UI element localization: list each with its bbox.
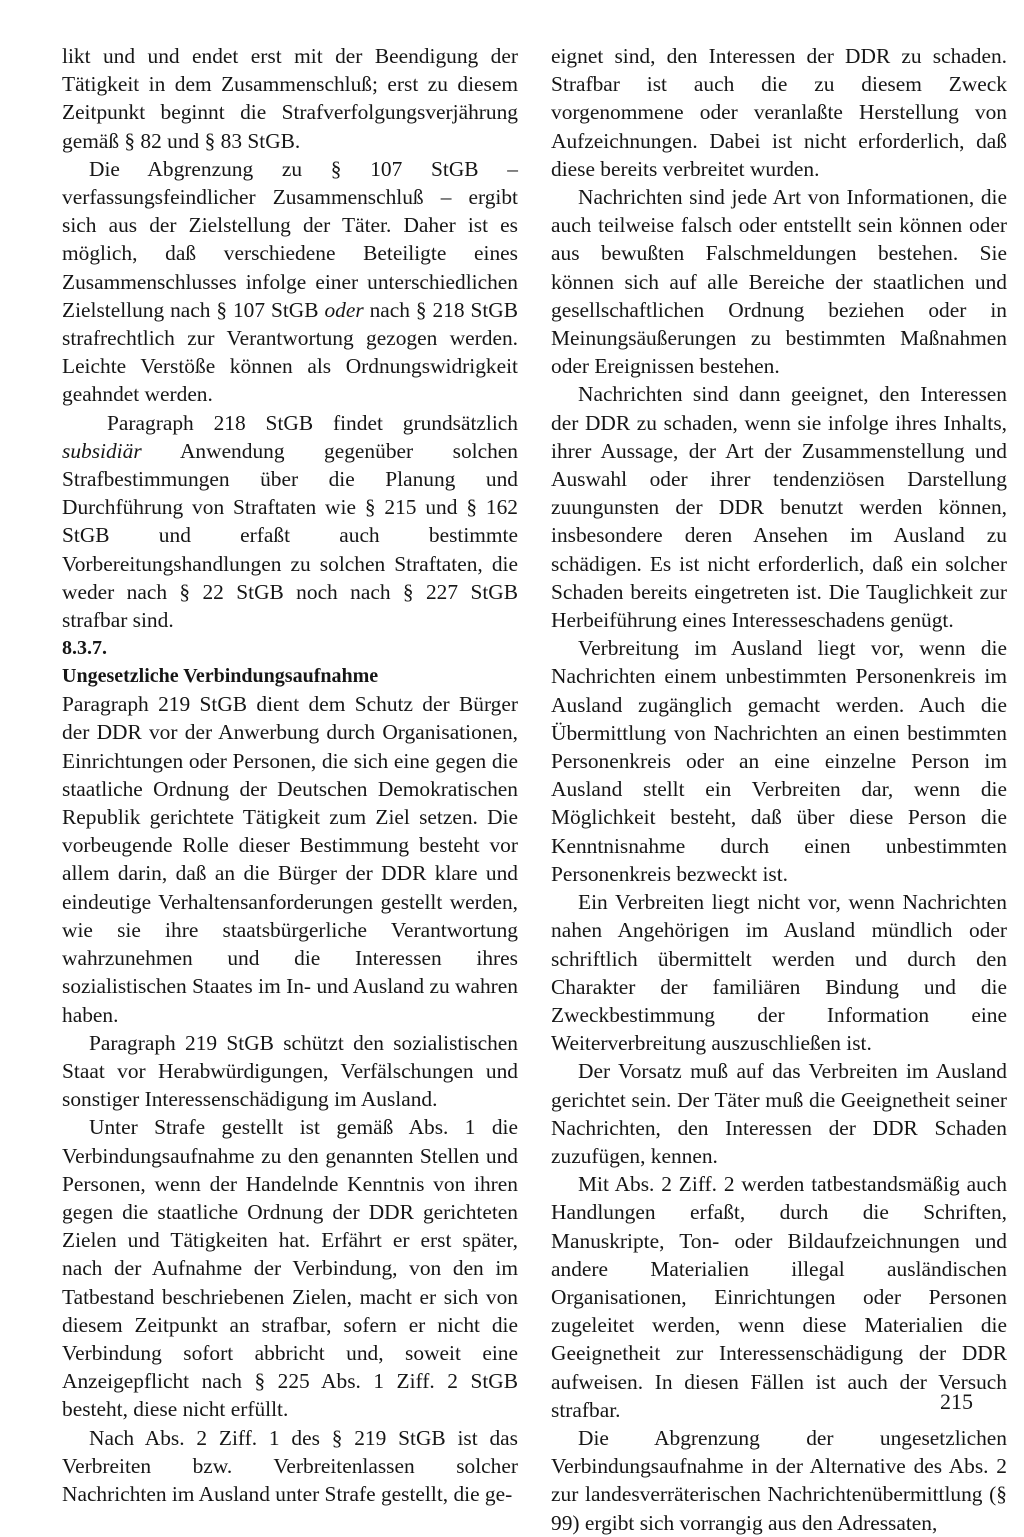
paragraph: Nachrichten sind dann geeignet, den Interessen der DDR zu schaden, wenn sie infolge ihres Inhalts, ihrer Aussage, der Art der Zusammenstellung und Auswahl oder ihrer tendenziösen Darstellung zuungunsten der DDR benutzt werden können, insbesondere deren Ansehen im Ausland zu schädigen. Es ist nicht erforderlich, daß ein solcher Schaden bereits eingetreten ist. Die Tauglichkeit zur Herbeiführung eines Interesseschadens genügt.	[551, 382, 1007, 633]
left-column	[62, 42, 518, 1508]
paragraph	[62, 155, 518, 409]
emphasis-text: oder	[324, 297, 364, 322]
paragraph-text: Die Abgrenzung zu § 107 StGB – verfassungsfeindlicher Zusammenschluß – ergibt sich aus der Zielstellung der Täter. Daher ist es möglich, daß verschiedene Beteiligte eines Zusammenschlusses infolge einer unterschiedlichen Zielstellung nach § 107 StGB	[62, 156, 518, 322]
paragraph: Paragraph 219 StGB dient dem Schutz der Bürger der DDR vor der Anwerbung durch Organisationen, Einrichtungen oder Personen, die sich eine gegen die staatliche Ordnung der Deutschen Demokratischen Republik gerichtete Tätigkeit zum Ziel setzen. Die vorbeugende Rolle dieser Bestimmung besteht vor allem darin, daß an die Bürger der DDR klare und eindeutige Verhaltensanforderungen gestellt werden, wie sie ihre staatsbürgerliche Verantwortung wahrzunehmen und die Interessen ihres sozialistischen Staates im In- und Ausland zu wahren haben.	[62, 692, 518, 1027]
page-number: 215	[940, 1389, 973, 1414]
section-number: 8.3.7.	[62, 637, 107, 660]
paragraph: Nachrichten sind jede Art von Informationen, die auch teilweise falsch oder entstellt sein können oder aus bewußten Falschmeldungen bestehen. Sie können sich auf alle Bereiche der staatlichen und gesellschaftlichen Ordnung beziehen oder in Meinungsäußerungen zu bestimmten Maßnahmen oder Ereignissen bestehen.	[551, 185, 1007, 379]
paragraph: Die Abgrenzung der ungesetzlichen Verbindungsaufnahme in der Alternative des Abs. 2 zur landesverräterischen Nachrichtenübermittlung (§ 99) ergibt sich vorrangig aus den Adressaten,	[551, 1425, 1007, 1535]
paragraph	[62, 409, 518, 635]
paragraph: Ein Verbreiten liegt nicht vor, wenn Nachrichten nahen Angehörigen im Ausland mündlich oder schriftlich übermittelt werden und durch den Charakter der familiären Bindung und die Zweckbestimmung der Information eine Weiterverbreitung auszuschließen ist.	[551, 890, 1007, 1056]
paragraph-text: Anwendung gegenüber solchen Strafbestimmungen über die Planung und Durchführung von Straftaten wie § 215 und § 162 StGB und erfaßt auch bestimmte Vorbereitungshandlungen zu solchen Straftaten, die weder nach § 22 StGB noch nach § 227 StGB strafbar sind.	[62, 438, 518, 633]
paragraph-text: Paragraph 218 StGB findet grundsätzlich	[107, 410, 518, 435]
paragraph: Paragraph 219 StGB schützt den sozialistischen Staat vor Herabwürdigungen, Verfälschungen und sonstiger Interessenschädigung im Ausland.	[62, 1030, 518, 1112]
paragraph: Verbreitung im Ausland liegt vor, wenn die Nachrichten einem unbestimmten Personenkreis im Ausland zugänglich gemacht werden. Auch die Übermittlung von Nachrichten an einen bestimmten Personenkreis oder an eine einzelne Person im Ausland stellt ein Verbreiten dar, wenn die Möglichkeit besteht, daß über diese Person die Kenntnisnahme durch einen unbestimmten Personenkreis bezweckt ist.	[551, 636, 1007, 886]
paragraph: Nach Abs. 2 Ziff. 1 des § 219 StGB ist das Verbreiten bzw. Verbreitenlassen solcher Nachrichten im Ausland unter Strafe gestellt, die ge-	[62, 1425, 518, 1506]
paragraph: Mit Abs. 2 Ziff. 2 werden tatbestandsmäßig auch Handlungen erfaßt, durch die Schriften, Manuskripte, Ton- oder Bildaufzeichnungen und andere Materialien illegal ausländischen Organisationen, Einrichtungen oder Personen zugeleitet werden, wenn diese Materialien die Geeignetheit zur Interessenschädigung der DDR aufweisen. In diesen Fällen ist auch der Versuch strafbar.	[551, 1172, 1007, 1422]
paragraph: eignet sind, den Interessen der DDR zu schaden. Strafbar ist auch die zu diesem Zweck vorgenommene oder veranlaßte Herstellung von Aufzeichnungen. Dabei ist nicht erforderlich, daß diese bereits verbreitet wurden.	[551, 44, 1007, 181]
paragraph: Der Vorsatz muß auf das Verbreiten im Ausland gerichtet sein. Der Täter muß die Geeignetheit seiner Nachrichten, den Interessen der DDR Schaden zuzufügen, kennen.	[551, 1059, 1007, 1168]
right-column	[551, 42, 1007, 1537]
paragraph: Unter Strafe gestellt ist gemäß Abs. 1 die Verbindungsaufnahme zu den genannten Stellen und Personen, wenn der Handelnde Kenntnis von ihren gegen die staatliche Ordnung der DDR gerichteten Zielen und Tätigkeiten hat. Erfährt er erst später, nach der Aufnahme der Verbindung, von den im Tatbestand beschriebenen Zielen, macht er sich von diesem Zeitpunkt an strafbar, sofern er nicht die Verbindung sofort abbricht und, soweit eine Anzeigepflicht nach § 225 Abs. 1 Ziff. 2 StGB besteht, diese nicht erfüllt.	[62, 1115, 518, 1422]
section-title: Ungesetzliche Verbindungsaufnahme	[62, 665, 379, 688]
emphasis-text: subsidiär	[62, 438, 142, 463]
paragraph: likt und und endet erst mit der Beendigung der Tätigkeit in dem Zusammenschluß; erst zu diesem Zeitpunkt beginnt die Strafverfolgungsverjährung gemäß § 82 und § 83 StGB.	[62, 44, 518, 153]
paragraph-text: nach § 218 StGB strafrechtlich zur Verantwortung gezogen werden. Leichte Verstöße können als Ordnungswidrigkeit geahndet werden.	[62, 297, 518, 407]
